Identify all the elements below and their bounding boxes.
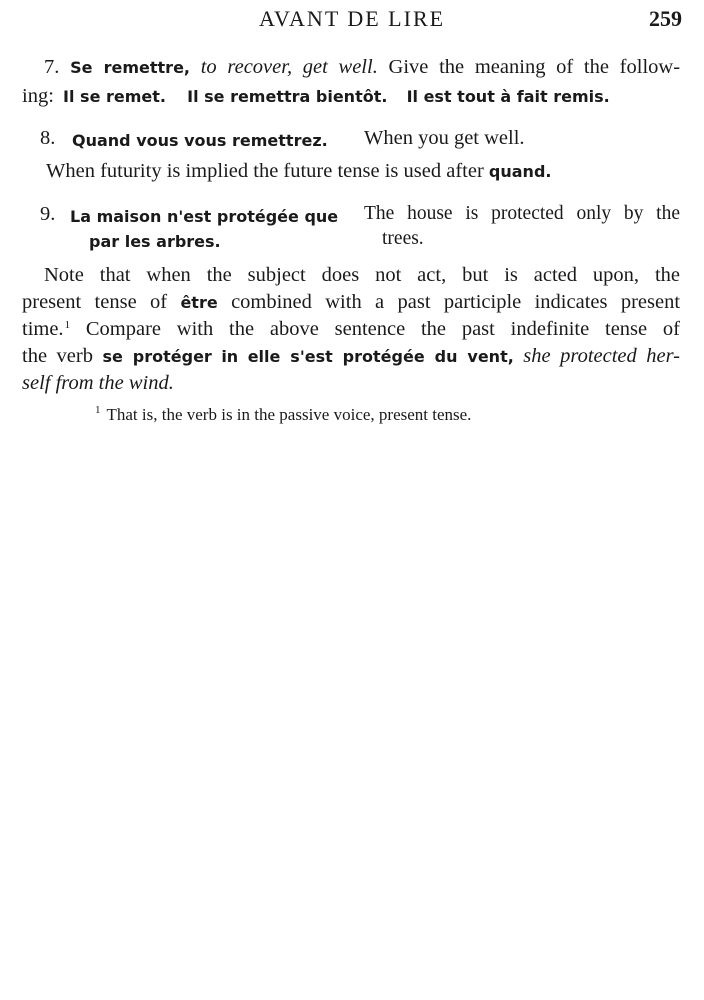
footnote-marker: 1 bbox=[95, 404, 101, 416]
item8-french: Quand vous vous remettrez. bbox=[72, 131, 328, 150]
note-line1-text: Note that when the subject does not act, but is acted upon, the bbox=[44, 264, 680, 286]
item9-english-line2: trees. bbox=[382, 228, 424, 249]
note-line4 bbox=[22, 345, 680, 368]
note-line2-c: combined with a past participle indicates present bbox=[231, 291, 681, 313]
note-line3-b: Compare with the above sentence the past indefinite tense of bbox=[85, 318, 680, 340]
item9-french-line2: par les arbres. bbox=[89, 232, 221, 251]
item7-example-3: Il est tout à fait remis. bbox=[406, 87, 610, 106]
item8-english: When you get well. bbox=[364, 127, 525, 149]
note-line1 bbox=[22, 264, 680, 287]
item7-instruction: Give the meaning of the follow- bbox=[388, 56, 681, 78]
item7-line1 bbox=[22, 56, 680, 79]
note-line3-a: time. bbox=[22, 318, 64, 340]
item7-instruction-cont: ing: bbox=[22, 85, 54, 107]
item8-note bbox=[46, 160, 551, 183]
item7-example-1: Il se remet. bbox=[63, 87, 166, 106]
note-line3 bbox=[22, 318, 680, 341]
note-line2 bbox=[22, 291, 680, 314]
note-term-example: elle s'est protégée du vent, bbox=[247, 347, 514, 366]
note-term-in: in bbox=[221, 347, 239, 366]
page-number: 259 bbox=[649, 6, 682, 31]
item7-term: Se remettre, bbox=[70, 58, 191, 77]
note-term-etre: être bbox=[180, 293, 218, 312]
running-header-title: AVANT DE LIRE bbox=[258, 6, 446, 31]
note-term-se-proteger: se protéger bbox=[102, 347, 212, 366]
item7-meaning: to recover, get well. bbox=[200, 56, 378, 78]
footnote bbox=[94, 404, 471, 425]
item9-french-line1: La maison n'est protégée que bbox=[70, 207, 339, 226]
footnote-text: That is, the verb is in the passive voice, present tense. bbox=[106, 405, 472, 424]
note-line4-a: the verb bbox=[22, 345, 93, 367]
item8-note-text: When futurity is implied the future tense is used after bbox=[46, 160, 484, 182]
item8-note-word: quand. bbox=[488, 162, 552, 181]
item8-number: 8. bbox=[40, 127, 56, 149]
item9-english-line1: The house is protected only by the bbox=[364, 203, 680, 224]
item7-number: 7. bbox=[44, 56, 60, 78]
item7-example-2: Il se remettra bientôt. bbox=[187, 87, 388, 106]
note-line4-translation: she protected her- bbox=[523, 345, 681, 367]
footnote-reference: 1 bbox=[64, 319, 71, 331]
note-line5: self from the wind. bbox=[22, 372, 174, 394]
item9-number: 9. bbox=[40, 203, 56, 225]
item7-line2 bbox=[22, 85, 610, 108]
note-line2-a: present tense of bbox=[22, 291, 168, 313]
